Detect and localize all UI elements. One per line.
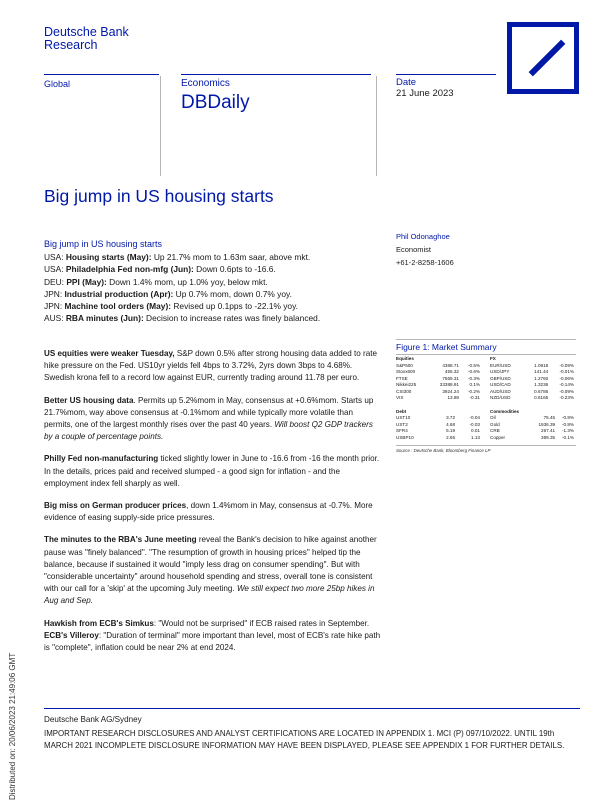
summary-list	[44, 251, 374, 325]
equities-row	[396, 382, 482, 389]
fx-cell: 1.0918	[534, 362, 549, 368]
fx-cell: -0.01%	[559, 369, 574, 374]
category-label: Economics	[181, 78, 230, 89]
debt-cell: UST2	[396, 421, 408, 427]
summary-item: JPN: Machine tool orders (May): Revised up 0.1pps to -22.1% yoy.	[44, 301, 298, 312]
commodities-cell: 389.35	[541, 434, 556, 440]
debt-cell: 0.01	[471, 428, 480, 433]
divider-2	[376, 76, 377, 176]
paragraph-equities: US equities were weaker Tuesday, S&P down 0.5% after strong housing data added to rate hike pressure on the Fed. US10yr yields fell 4bps to 3.72%, 2yrs down 3bps to 4.68%. Swedish krona fell to a record low against EUR, currently trading around 11.78 per euro.	[44, 349, 377, 383]
equities-row	[396, 395, 482, 402]
date-value: 21 June 2023	[396, 88, 454, 99]
paragraph-philly-fed: Philly Fed non-manufacturing ticked slightly lower in June to -16.6 from -16 the month prior. In the details, prices paid and received slumped - a good sign for inflation - and the employment index fell sharply as well.	[44, 454, 380, 488]
debt-cell: -0.04	[469, 415, 480, 420]
equities-cell: -0.5%	[467, 362, 480, 368]
equities-cell: FTSE	[396, 375, 408, 381]
summary-item: DEU: PPI (May): Down 1.4% mom, up 1.0% yoy, below mkt.	[44, 276, 268, 287]
fx-cell: 1.2760	[534, 375, 549, 381]
commodities-cell: -0.1%	[561, 434, 574, 440]
distribution-note: Distributed on: 20/06/2023 21:49:06 GMT	[8, 652, 17, 800]
fx-cell: 0.6165	[534, 395, 549, 400]
equities-cell: VIX	[396, 395, 404, 400]
figure-source: Source : Deutsche Bank, Bloomberg Finance LP	[396, 445, 576, 455]
summary-item: JPN: Industrial production (Apr): Up 0.7% mom, down 0.7% yoy.	[44, 288, 292, 299]
paragraph-rba: The minutes to the RBA's June meeting reveal the Bank's decision to hike against another pause was "finely balanced". "The resumption of growth in housing prices" helped tip the balance, because if sustained it would "imply less drag on consumer spending". But with "considerable uncertainty" around household spending and stress, overall tone is consistent with our call for a 'skip' at the upcoming July meeting. We still expect two more 25bp hikes in Aug and Sep.	[44, 535, 377, 606]
region-label: Global	[44, 79, 71, 89]
fx-cell: NZD/USD	[490, 395, 511, 400]
fx-cell: EUR/USD	[490, 362, 511, 368]
brand-line1: Deutsche Bank	[44, 25, 129, 39]
fx-cell: USD/CAD	[490, 382, 511, 387]
commodities-cell: -0.8%	[561, 415, 574, 420]
header-rule-3	[396, 74, 496, 75]
publication-title: DBDaily	[181, 92, 250, 113]
commodities-header: Commodities	[490, 408, 520, 414]
commodities-cell: CRB	[490, 428, 500, 433]
debt-cell: 4.68	[446, 421, 456, 427]
brand-line2: Research	[44, 38, 98, 52]
summary-item: AUS: RBA minutes (Jun): Decision to increase rates was finely balanced.	[44, 313, 321, 324]
commodities-cell: 267.41	[541, 428, 556, 433]
equities-cell: Stoxx600	[396, 369, 416, 374]
equities-cell: 455.32	[444, 369, 459, 374]
equities-cell: -0.6%	[467, 369, 480, 374]
brand-name	[44, 26, 129, 52]
summary-item: USA: Housing starts (May): Up 21.7% mom to 1.63m saar, above mkt.	[44, 252, 311, 262]
commodities-cell: -0.8%	[561, 421, 574, 427]
author-name: Phil Odonaghoe	[396, 232, 450, 241]
fx-cell: AUD/USD	[490, 388, 511, 394]
debt-cell: 3.72	[446, 415, 456, 420]
summary-heading: Big jump in US housing starts	[44, 239, 163, 249]
fx-cell: -0.06%	[559, 375, 574, 381]
header-rule-2	[181, 74, 371, 75]
article-body	[44, 348, 382, 664]
debt-header: Debt	[396, 408, 407, 414]
date-label: Date	[396, 77, 417, 88]
fx-cell: 141.44	[534, 369, 549, 374]
author-block	[396, 230, 454, 269]
fx-cell: -0.23%	[559, 395, 574, 400]
commodities-cell: 75.45	[543, 415, 556, 420]
equities-cell: 0.1%	[469, 382, 480, 387]
debt-cell: UST10	[396, 415, 411, 420]
author-title: Economist	[396, 245, 432, 254]
summary-item: USA: Philadelphia Fed non-mfg (Jun): Down 0.6pts to -16.6.	[44, 264, 276, 275]
commodities-cell: Copper	[490, 434, 506, 440]
fx-row	[490, 395, 576, 402]
footer-entity: Deutsche Bank AG/Sydney	[44, 715, 142, 724]
debt-cell: 5.19	[446, 428, 456, 433]
paragraph-german-ppi: Big miss on German producer prices, down 1.4%mom in May, consensus at -0.7%. More evidence of easing supply-side price pressures.	[44, 501, 373, 523]
fx-cell: 0.6786	[534, 388, 549, 394]
fx-cell: 1.3236	[534, 382, 549, 387]
header-rule-1	[44, 74, 159, 75]
commodities-cell: Oil	[490, 415, 496, 420]
commodities-table	[490, 409, 576, 442]
commodities-cell: 1936.39	[538, 421, 556, 427]
deutsche-bank-logo	[507, 22, 579, 94]
equities-cell: -0.3%	[467, 375, 480, 381]
paragraph-housing: Better US housing data. Permits up 5.2%mom in May, consensus at +0.6%mom. Starts up 21.7%mom, way above consensus at -0.1%mom and while typically more volatile than permits, one of the largest monthly rises over the past 40 years. Will boost Q2 GDP trackers by a couple of percentage points.	[44, 395, 374, 442]
equities-header: Equities	[396, 356, 414, 361]
debt-cell: USBP10	[396, 434, 414, 440]
figure-title: Figure 1: Market Summary	[396, 339, 576, 355]
equities-cell: 7569.31	[442, 375, 459, 381]
equities-table	[396, 356, 482, 402]
author-phone: +61-2-8258-1606	[396, 258, 454, 267]
market-summary-figure	[396, 356, 576, 455]
debt-row	[396, 435, 482, 442]
footer-rule	[44, 708, 580, 709]
equities-cell: Nikkei225	[396, 382, 417, 387]
paragraph-ecb: Hawkish from ECB's Simkus: "Would not be surprised" if ECB raised rates in September. ECB's Villeroy: "Duration of terminal" more important than level, most of ECB's rate hike path is "complete", inflation could be near 2% at end 2024.	[44, 618, 381, 653]
fx-cell: -0.09%	[559, 388, 574, 394]
equities-cell: -0.2%	[467, 388, 480, 394]
fx-cell: USD/JPY	[490, 369, 510, 374]
fx-header: FX	[490, 356, 496, 361]
debt-cell: 2.65	[446, 434, 456, 440]
fx-table	[490, 356, 576, 402]
footer-disclosure: IMPORTANT RESEARCH DISCLOSURES AND ANALYST CERTIFICATIONS ARE LOCATED IN APPENDIX 1. MCI (P) 097/10/2022. UNTIL 19th MARCH 2021 INCOMPLETE DISCLOSURE INFORMATION MAY HAVE BEEN DISPLAYED, PLEASE SEE APPENDIX 1 FOR FURTHER DETAILS.	[44, 729, 565, 751]
page-title: Big jump in US housing starts	[44, 186, 274, 206]
debt-table	[396, 409, 482, 442]
debt-cell: SFR4	[396, 428, 408, 433]
equities-cell: 3924.24	[442, 388, 459, 394]
fx-cell: GBP/USD	[490, 375, 511, 381]
equities-cell: 33388.91	[439, 382, 459, 387]
equities-cell: 13.88	[447, 395, 459, 400]
debt-cell: 1.13	[471, 434, 480, 440]
equities-cell: CSI300	[396, 388, 412, 394]
debt-cell: -0.03	[469, 421, 480, 427]
commodities-row	[490, 435, 576, 442]
equities-cell: -0.31	[469, 395, 480, 400]
commodities-cell: Gold	[490, 421, 500, 427]
fx-cell: -0.14%	[559, 382, 574, 387]
divider-1	[160, 76, 161, 176]
commodities-cell: -1.3%	[561, 428, 574, 433]
equities-cell: S&P500	[396, 362, 413, 368]
fx-cell: -0.09%	[559, 362, 574, 368]
equities-cell: 4388.71	[442, 362, 459, 368]
